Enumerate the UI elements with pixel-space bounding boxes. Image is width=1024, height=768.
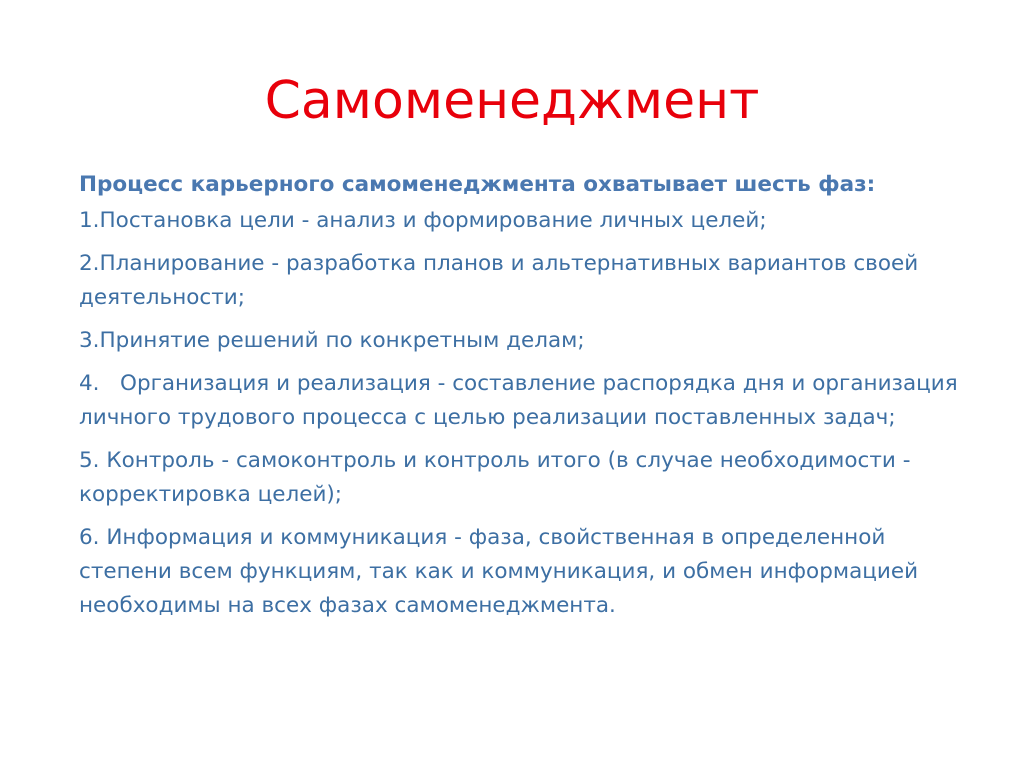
list-item-4: 4. Организация и реализация - составление распорядка дня и организация личного трудового процесса с целью реализации поставленных задач; [79,371,965,430]
list-item-5: 5. Контроль - самоконтроль и контроль итого (в случае необходимости - корректировка целей); [79,448,911,507]
list-item-6: 6. Информация и коммуникация - фаза, свойственная в определенной степени всем функциям, так как и коммуникация, и обмен информацией необходимы на всех фазах самоменеджмента. [79,525,919,618]
slide-body [79,168,979,632]
intro-text: Процесс карьерного самоменеджмента охватывает шесть фаз: [79,172,876,197]
slide-title: Самоменеджмент [264,71,760,131]
list-item-3: 3.Принятие решений по конкретным делам; [79,328,585,353]
list-item-2: 2.Планирование - разработка планов и альтернативных вариантов своей деятельности; [79,251,919,310]
list-item-1: 1.Постановка цели - анализ и формирование личных целей; [79,208,767,233]
